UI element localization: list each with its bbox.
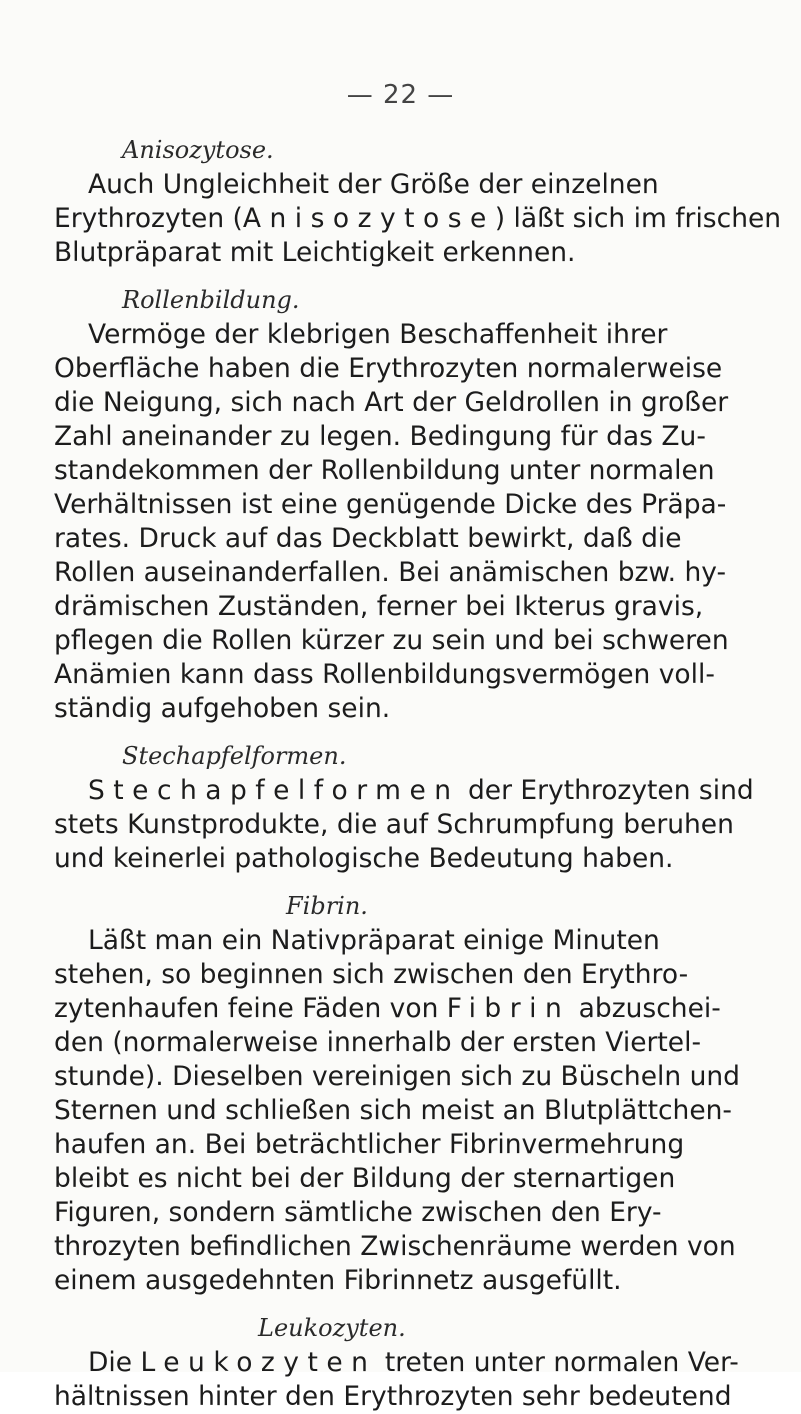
text-run: abzuschei- <box>570 993 721 1024</box>
text-run: Erythrozyten ( <box>54 203 243 234</box>
text-line <box>54 808 801 842</box>
text-line <box>54 958 801 992</box>
text-line <box>54 624 801 658</box>
section-heading <box>54 1310 801 1346</box>
text-line <box>54 692 801 726</box>
text-line <box>54 590 801 624</box>
text-line <box>54 1128 801 1162</box>
heading-text: Fibrin. <box>286 892 368 920</box>
text-run: throzyten befindlichen Zwischenräume werden von <box>54 1231 736 1262</box>
heading-text: Anisozytose. <box>122 136 274 164</box>
text-run: Sternen und schließen sich meist an Blutplättchen- <box>54 1095 732 1126</box>
text-line <box>54 1026 801 1060</box>
text-line <box>54 992 801 1026</box>
text-run: stunde). Dieselben vereinigen sich zu Büscheln und <box>54 1061 740 1092</box>
text-run: pflegen die Rollen kürzer zu sein und bei schweren <box>54 625 729 656</box>
text-line <box>54 1346 801 1380</box>
text-run: Zahl aneinander zu legen. Bedingung für das Zu- <box>54 421 706 452</box>
text-run: Rollen auseinanderfallen. Bei anämischen bzw. hy- <box>54 557 727 588</box>
text-line <box>54 842 801 876</box>
text-line <box>54 202 801 236</box>
text-run: treten unter normalen Ver- <box>376 1347 739 1378</box>
section-leukozyten <box>54 1310 801 1414</box>
text-run: Oberfläche haben die Erythrozyten normalerweise <box>54 353 723 384</box>
section-stechapfelformen <box>54 738 801 876</box>
text-line <box>54 420 801 454</box>
text-run: Die <box>88 1347 141 1378</box>
text-line <box>54 454 801 488</box>
text-run: stehen, so beginnen sich zwischen den Erythro- <box>54 959 689 990</box>
heading-text: Stechapfelformen. <box>122 742 347 770</box>
text-run: stets Kunstprodukte, die auf Schrumpfung beruhen <box>54 809 734 840</box>
text-run: haufen an. Bei beträchtlicher Fibrinvermehrung <box>54 1129 685 1160</box>
page-number: — 22 — <box>346 80 455 110</box>
section-fibrin <box>54 888 801 1298</box>
spaced-term: Anisozytose <box>242 203 495 234</box>
heading-text: Leukozyten. <box>258 1314 406 1342</box>
text-line <box>54 1060 801 1094</box>
text-run: Figuren, sondern sämtliche zwischen den Ery- <box>54 1197 662 1228</box>
text-run: Anämien kann dass Rollenbildungsvermögen voll- <box>54 659 715 690</box>
text-run: drämischen Zuständen, ferner bei Ikterus gravis, <box>54 591 704 622</box>
text-line <box>54 1264 801 1298</box>
spaced-term: Leukozyten <box>140 1347 377 1378</box>
section-heading <box>54 282 801 318</box>
text-line <box>54 168 801 202</box>
text-run: ständig aufgehoben sein. <box>54 693 391 724</box>
text-run: der Erythrozyten sind <box>459 775 754 806</box>
text-line <box>54 488 801 522</box>
text-run: ) läßt sich im frischen <box>494 203 782 234</box>
text-run: Verhältnissen ist eine genügende Dicke des Präpa- <box>54 489 727 520</box>
text-line <box>54 318 801 352</box>
section-rollenbildung <box>54 282 801 726</box>
text-run: und keinerlei pathologische Bedeutung haben. <box>54 843 674 874</box>
text-run: die Neigung, sich nach Art der Geldrollen in großer <box>54 387 729 418</box>
heading-text: Rollenbildung. <box>122 286 300 314</box>
text-run: Auch Ungleichheit der Größe der einzelnen <box>88 169 659 200</box>
section-heading <box>54 132 801 168</box>
text-line <box>54 1380 801 1414</box>
text-run: rates. Druck auf das Deckblatt bewirkt, daß die <box>54 523 682 554</box>
text-line <box>54 556 801 590</box>
text-line <box>54 924 801 958</box>
section-heading <box>54 738 801 774</box>
text-run: standekommen der Rollenbildung unter normalen <box>54 455 715 486</box>
text-run: Blutpräparat mit Leichtigkeit erkennen. <box>54 237 576 268</box>
spaced-term: Fibrin <box>446 993 571 1024</box>
text-line <box>54 522 801 556</box>
text-line <box>54 386 801 420</box>
text-column <box>54 132 801 1414</box>
section-heading <box>54 888 801 924</box>
text-run: Vermöge der klebrigen Beschaffenheit ihrer <box>88 319 668 350</box>
text-line <box>54 352 801 386</box>
section-anisozytose <box>54 132 801 270</box>
spaced-term: Stechapfelformen <box>88 775 460 806</box>
text-line <box>54 1196 801 1230</box>
text-line <box>54 1094 801 1128</box>
text-run: den (normalerweise innerhalb der ersten Viertel- <box>54 1027 702 1058</box>
text-line <box>54 236 801 270</box>
text-run: Läßt man ein Nativpräparat einige Minuten <box>88 925 660 956</box>
text-run: hältnissen hinter den Erythrozyten sehr bedeutend <box>54 1381 732 1412</box>
text-run: zytenhaufen feine Fäden von <box>54 993 447 1024</box>
text-line <box>54 1162 801 1196</box>
text-line <box>54 1230 801 1264</box>
text-line <box>54 774 801 808</box>
text-run: bleibt es nicht bei der Bildung der sternartigen <box>54 1163 676 1194</box>
text-run: einem ausgedehnten Fibrinnetz ausgefüllt. <box>54 1265 622 1296</box>
text-line <box>54 658 801 692</box>
